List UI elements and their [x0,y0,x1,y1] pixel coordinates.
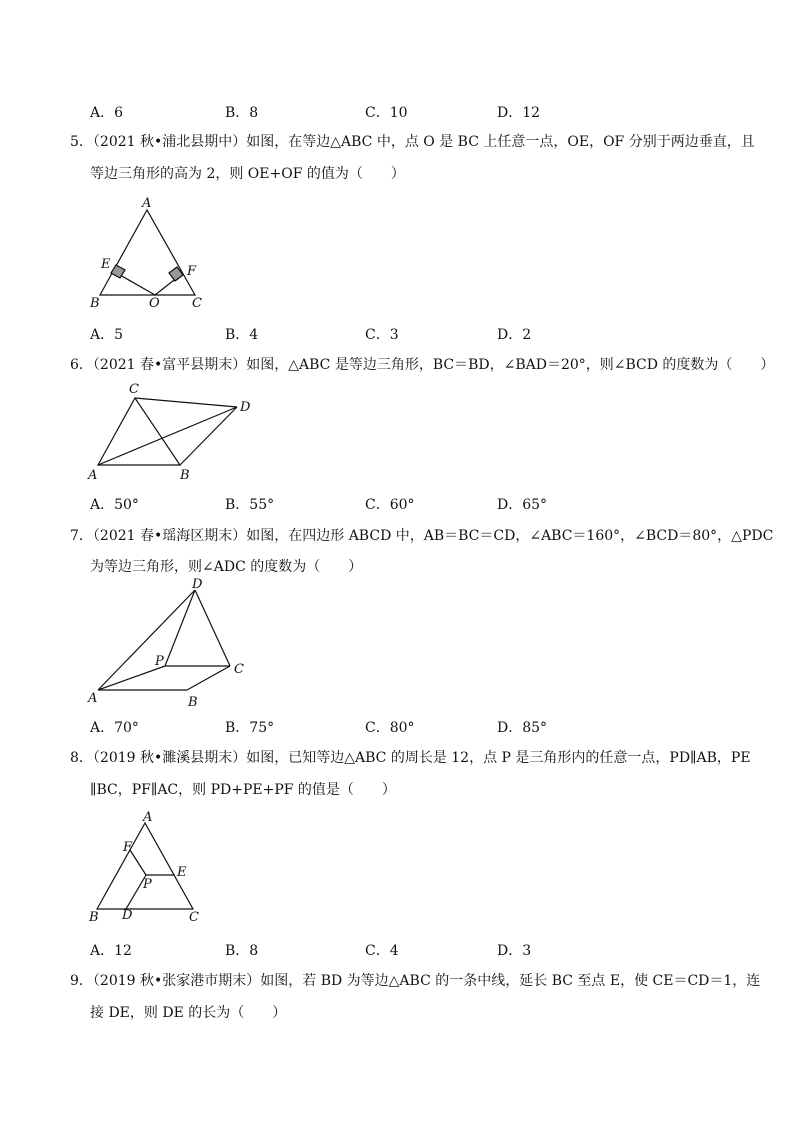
q5-label-e: E [101,257,111,272]
q5-label-b: B [90,296,100,311]
q6-segment-ad [98,407,237,465]
q6-option-d: D．65° [497,497,548,513]
q6-option-b: B．55° [225,497,275,513]
q7-option-d: D．85° [497,720,548,736]
q8-option-d: D．3 [497,943,532,959]
q8-stem-line2: ∥BC，PF∥AC，则 PD+PE+PF 的值是（ ） [90,782,396,798]
q7-option-c: C．80° [365,720,415,736]
q8-label-a: A [143,810,153,825]
q6-option-c: C．60° [365,497,415,513]
q8-label-c: C [189,910,199,925]
q5-option-c: C．3 [365,327,399,343]
q5-label-o: O [149,296,160,311]
q7-segment-dp [165,590,195,666]
q5-stem-line1: 5．（2021 秋•浦北县期中）如图，在等边△ABC 中，点 O 是 BC 上任意一点，OE，OF 分别于两边垂直，且 [70,134,755,150]
q8-figure [85,808,215,928]
q6-stem-line1: 6．（2021 春•富平县期末）如图，△ABC 是等边三角形，BC＝BD，∠BAD＝20°，则∠BCD 的度数为（ ） [70,357,775,373]
q7-figure [85,578,260,713]
q4-option-d: D．12 [497,105,541,121]
q4-option-b: B．8 [225,105,259,121]
q7-option-a: A．70° [90,720,139,736]
q7-label-b: B [188,695,198,710]
q6-label-c: C [129,382,139,397]
q5-option-a: A．5 [90,327,124,343]
q7-label-a: A [88,691,98,706]
q6-label-a: A [88,468,98,483]
q6-segment-cd [135,398,237,407]
q7-option-b: B．75° [225,720,275,736]
q8-label-p: P [143,877,152,892]
q9-stem-line1: 9．（2019 秋•张家港市期末）如图，若 BD 为等边△ABC 的一条中线，延长 BC 至点 E，使 CE＝CD＝1，连 [70,973,761,989]
q7-segment-ad [98,590,195,690]
q6-option-a: A．50° [90,497,139,513]
q7-segment-bc [187,666,230,690]
q8-option-a: A．12 [90,943,132,959]
q5-option-b: B．4 [225,327,259,343]
q6-segment-bd [180,407,237,465]
q5-label-c: C [192,296,202,311]
q8-label-d: D [122,908,133,923]
q8-option-c: C．4 [365,943,399,959]
q5-option-d: D．2 [497,327,532,343]
q8-label-e: E [177,865,187,880]
q6-label-d: D [240,400,251,415]
q8-label-f: F [123,840,133,855]
q8-segment-pf [130,850,146,875]
q8-label-b: B [89,910,99,925]
q5-figure [85,195,215,315]
q8-option-b: B．8 [225,943,259,959]
q5-triangle-abc [100,210,195,295]
q9-stem-line2: 接 DE，则 DE 的长为（ ） [90,1005,287,1021]
q6-label-b: B [180,468,190,483]
q7-label-d: D [192,578,203,592]
q5-stem-line2: 等边三角形的高为 2，则 OE+OF 的值为（ ） [90,166,405,182]
q4-option-a: A．6 [90,105,124,121]
q4-option-c: C．10 [365,105,408,121]
q7-label-p: P [155,654,164,669]
q7-label-c: C [234,662,244,677]
q6-figure [85,380,265,485]
q6-triangle-abc [98,398,180,465]
q7-stem-line1: 7．（2021 春•瑶海区期末）如图，在四边形 ABCD 中，AB＝BC＝CD，∠ABC＝160°，∠BCD＝80°，△PDC [70,528,774,544]
q7-segment-ap [98,666,165,690]
q5-label-f: F [187,264,197,279]
q7-segment-dc [195,590,230,666]
q7-stem-line2: 为等边三角形，则∠ADC 的度数为（ ） [90,559,363,575]
q5-label-a: A [142,196,152,211]
q8-stem-line1: 8．（2019 秋•濉溪县期末）如图，已知等边△ABC 的周长是 12，点 P 是三角形内的任意一点，PD∥AB，PE [70,750,751,766]
